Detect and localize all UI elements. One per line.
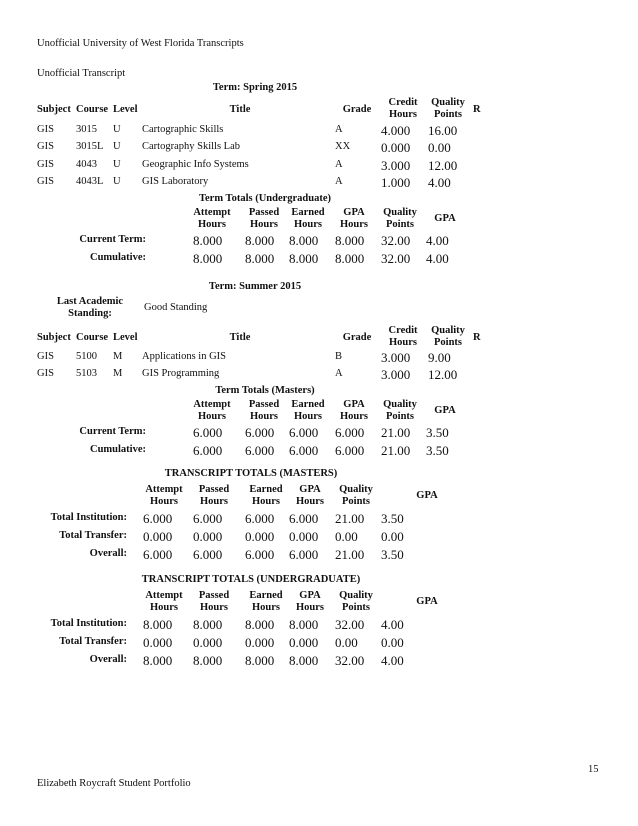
ugrad-totals-row-value: 8.000 xyxy=(245,653,275,668)
ugrad-totals-row-value: 32.00 xyxy=(335,617,365,632)
page-number: 15 xyxy=(588,764,599,775)
summer-totals-header-earned: Earned Hours xyxy=(291,399,325,422)
spring-course-title: GIS Laboratory xyxy=(142,176,209,188)
ugrad-totals-row-value: 8.000 xyxy=(143,653,173,668)
spring-totals-header-passed: Passed Hours xyxy=(248,207,280,230)
spring-title-header: Title xyxy=(229,104,251,115)
spring-course-grade: XX xyxy=(335,141,351,153)
ugrad-totals-header-passed: Passed Hours xyxy=(198,590,230,613)
spring-course-grade: A xyxy=(335,158,343,170)
spring-course-subject: GIS xyxy=(37,124,54,135)
summer-grade-header: Grade xyxy=(342,332,372,343)
spring-totals-header-earned: Earned Hours xyxy=(291,207,325,230)
masters-totals-row-value: 6.000 xyxy=(245,547,275,562)
spring-totals-header-quality: Quality Points xyxy=(383,207,417,230)
masters-totals-row-value: 21.00 xyxy=(335,547,365,562)
summer-title-header: Title xyxy=(229,332,251,343)
masters-totals-header-attempt: Attempt Hours xyxy=(145,484,183,507)
masters-totals-row-value: 6.000 xyxy=(193,547,223,562)
summer-cumulative-value: 6.000 xyxy=(193,442,223,458)
document-label: Unofficial Transcript xyxy=(37,68,126,79)
spring-totals-title: Term Totals (Undergraduate) xyxy=(198,193,332,204)
masters-totals-row-label: Overall: xyxy=(89,548,127,559)
spring-current-value: 8.000 xyxy=(245,233,275,248)
spring-subject-header: Subject xyxy=(37,104,71,115)
masters-totals-row-value: 6.000 xyxy=(143,511,173,526)
masters-totals-header-gpa_hours: GPA Hours xyxy=(295,484,324,507)
masters-totals-row-value: 0.000 xyxy=(143,529,173,544)
ugrad-totals-row-value: 0.00 xyxy=(381,635,404,650)
spring-current-value: 8.000 xyxy=(193,233,223,248)
masters-totals-row-value: 6.000 xyxy=(289,547,319,562)
spring-course-quality: 4.00 xyxy=(428,175,451,191)
spring-course-title: Cartographic Skills xyxy=(142,124,224,135)
summer-totals-header-passed: Passed Hours xyxy=(248,399,280,422)
ugrad-totals-row-label: Overall: xyxy=(89,654,127,665)
ugrad-totals-row-label: Total Transfer: xyxy=(59,636,127,647)
ugrad-totals-row-value: 8.000 xyxy=(289,653,319,668)
ugrad-totals-row-value: 8.000 xyxy=(245,617,275,632)
spring-course-subject: GIS xyxy=(37,176,54,188)
summer-course-number: 5103 xyxy=(76,368,97,380)
masters-totals-row-value: 6.000 xyxy=(245,511,275,526)
spring-credit-header: Credit Hours xyxy=(388,97,418,120)
spring-cumulative-value: 8.000 xyxy=(335,250,365,266)
ugrad-totals-row-value: 8.000 xyxy=(193,653,223,668)
spring-course-grade: A xyxy=(335,124,343,135)
ugrad-totals-title: TRANSCRIPT TOTALS (UNDERGRADUATE) xyxy=(141,574,361,585)
spring-course-number: 4043 xyxy=(76,158,97,170)
summer-course-subject: GIS xyxy=(37,368,54,380)
summer-course-header: Course xyxy=(76,332,109,343)
summer-totals-header-quality: Quality Points xyxy=(383,399,417,422)
spring-term-title: Term: Spring 2015 xyxy=(212,82,298,93)
ugrad-totals-row-value: 0.000 xyxy=(193,635,223,650)
summer-current-value: 6.000 xyxy=(193,425,223,440)
spring-course-quality: 16.00 xyxy=(428,123,458,138)
ugrad-totals-header-quality: Quality Points xyxy=(339,590,373,613)
masters-totals-row-value: 0.000 xyxy=(193,529,223,544)
ugrad-totals-row-value: 8.000 xyxy=(289,617,319,632)
page-header-title: Unofficial University of West Florida Transcripts xyxy=(37,38,244,49)
ugrad-totals-row-value: 4.00 xyxy=(381,653,404,668)
summer-current-value: 6.000 xyxy=(245,425,275,440)
spring-course-subject: GIS xyxy=(37,158,54,170)
summer-cumulative-value: 6.000 xyxy=(245,442,275,458)
spring-cumulative-value: 8.000 xyxy=(289,250,319,266)
summer-course-title: Applications in GIS xyxy=(142,351,226,362)
spring-current-value: 8.000 xyxy=(335,233,365,248)
spring-course-credit: 4.000 xyxy=(381,123,411,138)
ugrad-totals-row-value: 8.000 xyxy=(143,617,173,632)
masters-totals-header-gpa: GPA xyxy=(416,490,438,501)
spring-cumulative-value: 8.000 xyxy=(245,250,275,266)
masters-totals-row-value: 3.50 xyxy=(381,511,404,526)
footer-portfolio-label: Elizabeth Roycraft Student Portfolio xyxy=(37,778,191,789)
spring-course-number: 3015L xyxy=(76,141,104,153)
summer-current-value: 3.50 xyxy=(426,425,449,440)
spring-current-value: 32.00 xyxy=(381,233,411,248)
spring-current-label: Current Term: xyxy=(79,234,146,245)
summer-course-quality: 12.00 xyxy=(428,367,458,383)
ugrad-totals-header-earned: Earned Hours xyxy=(249,590,283,613)
spring-course-title: Cartography Skills Lab xyxy=(142,141,240,153)
summer-course-quality: 9.00 xyxy=(428,350,451,365)
ugrad-totals-header-attempt: Attempt Hours xyxy=(145,590,183,613)
spring-course-quality: 12.00 xyxy=(428,157,458,173)
spring-totals-header-gpa: GPA xyxy=(434,213,456,224)
ugrad-totals-header-gpa: GPA xyxy=(416,596,438,607)
spring-course-level: U xyxy=(113,176,121,188)
masters-totals-row-value: 6.000 xyxy=(193,511,223,526)
summer-cumulative-value: 6.000 xyxy=(335,442,365,458)
spring-cumulative-value: 32.00 xyxy=(381,250,411,266)
summer-level-header: Level xyxy=(113,332,138,343)
summer-current-value: 6.000 xyxy=(289,425,319,440)
masters-totals-row-label: Total Institution: xyxy=(50,512,127,523)
ugrad-totals-row-value: 0.000 xyxy=(143,635,173,650)
ugrad-totals-row-value: 0.00 xyxy=(335,635,358,650)
masters-totals-header-quality: Quality Points xyxy=(339,484,373,507)
summer-course-level: M xyxy=(113,368,123,380)
ugrad-totals-row-value: 0.000 xyxy=(245,635,275,650)
summer-subject-header: Subject xyxy=(37,332,71,343)
summer-course-grade: A xyxy=(335,368,343,380)
summer-course-grade: B xyxy=(335,351,343,362)
spring-course-level: U xyxy=(113,124,121,135)
spring-course-number: 3015 xyxy=(76,124,97,135)
ugrad-totals-header-gpa_hours: GPA Hours xyxy=(295,590,324,613)
spring-course-level: U xyxy=(113,141,121,153)
masters-totals-row-value: 0.00 xyxy=(335,529,358,544)
summer-current-label: Current Term: xyxy=(79,426,146,437)
masters-totals-row-value: 6.000 xyxy=(289,511,319,526)
summer-course-level: M xyxy=(113,351,123,362)
summer-quality-header: Quality Points xyxy=(431,325,465,348)
spring-current-value: 4.00 xyxy=(426,233,449,248)
summer-course-credit: 3.000 xyxy=(381,367,411,383)
spring-r-header: R xyxy=(473,104,481,115)
summer-course-title: GIS Programming xyxy=(142,368,220,380)
spring-course-header: Course xyxy=(76,104,109,115)
masters-totals-row-value: 3.50 xyxy=(381,547,404,562)
spring-grade-header: Grade xyxy=(342,104,372,115)
spring-current-value: 8.000 xyxy=(289,233,319,248)
summer-totals-title: Term Totals (Masters) xyxy=(215,385,315,396)
spring-cumulative-value: 4.00 xyxy=(426,250,449,266)
summer-cumulative-label: Cumulative: xyxy=(90,443,146,455)
summer-r-header: R xyxy=(473,332,481,343)
summer-current-value: 21.00 xyxy=(381,425,411,440)
masters-totals-title: TRANSCRIPT TOTALS (MASTERS) xyxy=(164,468,338,479)
masters-totals-row-value: 0.000 xyxy=(245,529,275,544)
masters-totals-row-label: Total Transfer: xyxy=(59,530,127,541)
summer-totals-header-attempt: Attempt Hours xyxy=(193,399,231,422)
summer-cumulative-value: 6.000 xyxy=(289,442,319,458)
summer-term-title: Term: Summer 2015 xyxy=(208,281,302,292)
spring-cumulative-value: 8.000 xyxy=(193,250,223,266)
summer-course-subject: GIS xyxy=(37,351,54,362)
spring-cumulative-label: Cumulative: xyxy=(90,251,146,263)
summer-credit-header: Credit Hours xyxy=(388,325,418,348)
ugrad-totals-row-label: Total Institution: xyxy=(50,618,127,629)
spring-course-credit: 3.000 xyxy=(381,157,411,173)
academic-standing-value: Good Standing xyxy=(144,302,208,313)
spring-course-title: Geographic Info Systems xyxy=(142,158,249,170)
summer-cumulative-value: 3.50 xyxy=(426,442,449,458)
summer-course-number: 5100 xyxy=(76,351,97,362)
ugrad-totals-row-value: 8.000 xyxy=(193,617,223,632)
spring-course-credit: 0.000 xyxy=(381,140,411,156)
summer-cumulative-value: 21.00 xyxy=(381,442,411,458)
ugrad-totals-row-value: 32.00 xyxy=(335,653,365,668)
last-academic-standing-label: Last Academic Standing: xyxy=(56,296,124,319)
summer-totals-header-gpa_hours: GPA Hours xyxy=(339,399,368,422)
masters-totals-row-value: 6.000 xyxy=(143,547,173,562)
masters-totals-row-value: 0.000 xyxy=(289,529,319,544)
masters-totals-row-value: 21.00 xyxy=(335,511,365,526)
ugrad-totals-row-value: 4.00 xyxy=(381,617,404,632)
spring-totals-header-gpa_hours: GPA Hours xyxy=(339,207,368,230)
masters-totals-row-value: 0.00 xyxy=(381,529,404,544)
summer-totals-header-gpa: GPA xyxy=(434,405,456,416)
spring-totals-header-attempt: Attempt Hours xyxy=(193,207,231,230)
spring-course-grade: A xyxy=(335,176,343,188)
spring-quality-header: Quality Points xyxy=(431,97,465,120)
ugrad-totals-row-value: 0.000 xyxy=(289,635,319,650)
masters-totals-header-earned: Earned Hours xyxy=(249,484,283,507)
spring-course-level: U xyxy=(113,158,121,170)
summer-course-credit: 3.000 xyxy=(381,350,411,365)
spring-course-number: 4043L xyxy=(76,176,104,188)
masters-totals-header-passed: Passed Hours xyxy=(198,484,230,507)
spring-course-credit: 1.000 xyxy=(381,175,411,191)
spring-level-header: Level xyxy=(113,104,138,115)
spring-course-quality: 0.00 xyxy=(428,140,451,156)
summer-current-value: 6.000 xyxy=(335,425,365,440)
spring-course-subject: GIS xyxy=(37,141,54,153)
